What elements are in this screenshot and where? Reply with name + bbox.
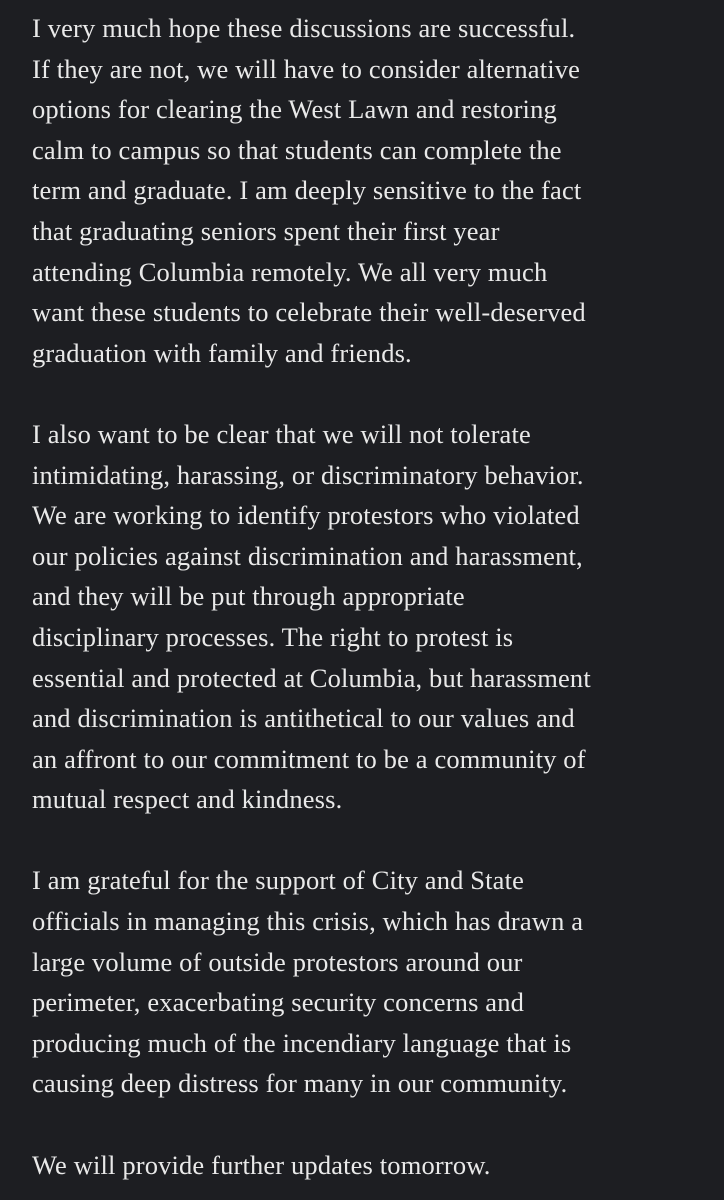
statement-text bbox=[32, 8, 722, 1185]
text-line: large volume of outside protestors around our bbox=[32, 946, 523, 977]
paragraph-hope-discussions bbox=[32, 8, 722, 373]
text-line: mutual respect and kindness. bbox=[32, 784, 343, 815]
text-line: and discrimination is antithetical to our values and bbox=[32, 703, 575, 734]
text-line: intimidating, harassing, or discriminatory behavior. bbox=[32, 459, 584, 490]
text-line: essential and protected at Columbia, but harassment bbox=[32, 662, 591, 693]
text-line: term and graduate. I am deeply sensitive to the fact bbox=[32, 175, 582, 206]
text-line: We will provide further updates tomorrow. bbox=[32, 1149, 491, 1180]
text-line: I very much hope these discussions are successful. bbox=[32, 13, 576, 43]
text-line: options for clearing the West Lawn and restoring bbox=[32, 94, 557, 125]
text-line: disciplinary processes. The right to protest is bbox=[32, 621, 514, 652]
text-line: our policies against discrimination and harassment, bbox=[32, 540, 583, 571]
text-line: calm to campus so that students can complete the bbox=[32, 134, 562, 165]
text-line: want these students to celebrate their well-deserved bbox=[32, 297, 586, 328]
paragraph-grateful-support bbox=[32, 860, 722, 1104]
text-line: producing much of the incendiary language that is bbox=[32, 1027, 572, 1058]
paragraph-not-tolerate bbox=[32, 414, 722, 820]
text-line: perimeter, exacerbating security concerns and bbox=[32, 987, 525, 1018]
text-line: an affront to our commitment to be a community of bbox=[32, 743, 586, 774]
text-line: and they will be put through appropriate bbox=[32, 581, 465, 612]
text-line: graduation with family and friends. bbox=[32, 337, 412, 368]
text-line: I am grateful for the support of City and State bbox=[32, 865, 525, 896]
paragraph-further-updates bbox=[32, 1145, 722, 1186]
text-line: causing deep distress for many in our community. bbox=[32, 1068, 568, 1099]
text-line: If they are not, we will have to consider alternative bbox=[32, 53, 581, 84]
text-line: We are working to identify protestors who violated bbox=[32, 500, 580, 531]
text-line: that graduating seniors spent their first year bbox=[32, 215, 500, 246]
text-line: officials in managing this crisis, which has drawn a bbox=[32, 906, 584, 937]
text-line: I also want to be clear that we will not tolerate bbox=[32, 418, 531, 449]
text-line: attending Columbia remotely. We all very much bbox=[32, 256, 548, 287]
